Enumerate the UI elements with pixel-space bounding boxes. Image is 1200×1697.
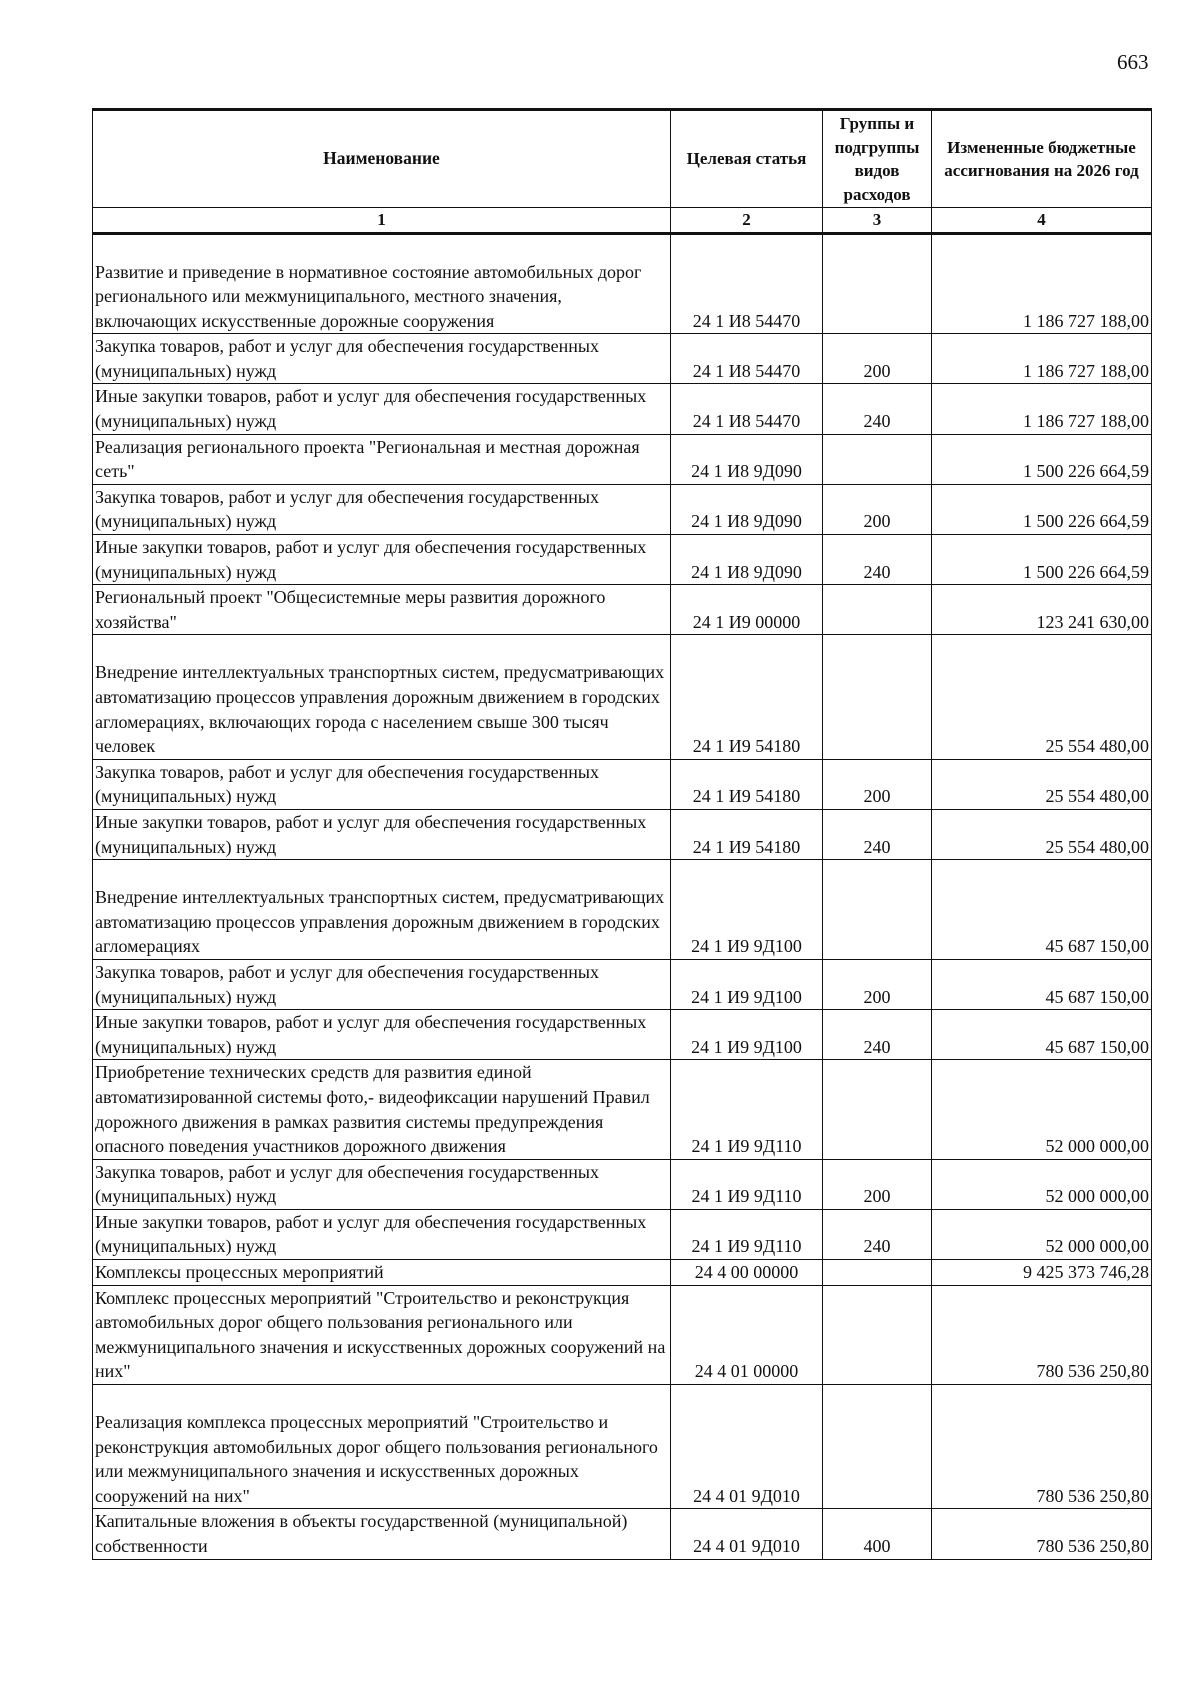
row-expense-group — [823, 635, 932, 759]
row-name: Комплекс процессных мероприятий "Строительство и реконструкция автомобильных дорог общего пользования регионального или межмуниципального значения и искусственных дорожных сооружений на них" — [93, 1285, 671, 1384]
row-expense-group: 240 — [823, 809, 932, 859]
row-name: Комплексы процессных мероприятий — [93, 1260, 671, 1286]
table-row — [93, 809, 1152, 859]
row-target-article: 24 1 И9 9Д110 — [671, 1060, 823, 1159]
row-expense-group — [823, 1385, 932, 1509]
row-expense-group: 200 — [823, 959, 932, 1009]
row-expense-group: 240 — [823, 1209, 932, 1259]
row-name: Иные закупки товаров, работ и услуг для обеспечения государственных (муниципальных) нужд — [93, 1209, 671, 1259]
row-amount: 780 536 250,80 — [932, 1509, 1152, 1559]
row-amount: 52 000 000,00 — [932, 1209, 1152, 1259]
page-number: 663 — [1117, 50, 1149, 74]
row-target-article: 24 1 И8 9Д090 — [671, 434, 823, 484]
table-row — [93, 1159, 1152, 1209]
table-header-row — [93, 110, 1152, 208]
row-expense-group: 240 — [823, 1010, 932, 1060]
row-name: Приобретение технических средств для развития единой автоматизированной системы фото,- видеофиксации нарушений Правил дорожного движения в рамках развития системы предупреждения опасного поведения участников дорожного движения — [93, 1060, 671, 1159]
row-name: Закупка товаров, работ и услуг для обеспечения государственных (муниципальных) нужд — [93, 334, 671, 384]
table-row — [93, 1260, 1152, 1286]
row-amount: 1 186 727 188,00 — [932, 334, 1152, 384]
row-amount: 1 186 727 188,00 — [932, 233, 1152, 334]
row-amount: 1 500 226 664,59 — [932, 535, 1152, 585]
row-expense-group: 400 — [823, 1509, 932, 1559]
row-expense-group: 240 — [823, 384, 932, 434]
table-row — [93, 585, 1152, 635]
table-row — [93, 1060, 1152, 1159]
row-name: Внедрение интеллектуальных транспортных систем, предусматривающих автоматизацию процессов управления дорожным движением в городских агломерациях, включающих города с населением свыше 300 тысяч человек — [93, 635, 671, 759]
row-target-article: 24 1 И8 9Д090 — [671, 535, 823, 585]
row-name: Иные закупки товаров, работ и услуг для обеспечения государственных (муниципальных) нужд — [93, 809, 671, 859]
row-expense-group: 200 — [823, 759, 932, 809]
row-amount: 25 554 480,00 — [932, 759, 1152, 809]
row-name: Закупка товаров, работ и услуг для обеспечения государственных (муниципальных) нужд — [93, 759, 671, 809]
row-target-article: 24 1 И8 54470 — [671, 334, 823, 384]
row-amount: 9 425 373 746,28 — [932, 1260, 1152, 1286]
table-row — [93, 1010, 1152, 1060]
table-row — [93, 434, 1152, 484]
row-target-article: 24 4 01 9Д010 — [671, 1385, 823, 1509]
row-target-article: 24 1 И8 54470 — [671, 384, 823, 434]
row-name: Иные закупки товаров, работ и услуг для обеспечения государственных (муниципальных) нужд — [93, 384, 671, 434]
row-amount: 1 186 727 188,00 — [932, 384, 1152, 434]
row-amount: 45 687 150,00 — [932, 1010, 1152, 1060]
column-number: 2 — [671, 208, 823, 234]
row-name: Развитие и приведение в нормативное состояние автомобильных дорог регионального или межмуниципального, местного значения, включающих искусственные дорожные сооружения — [93, 233, 671, 334]
row-target-article: 24 1 И9 9Д100 — [671, 860, 823, 960]
table-row — [93, 635, 1152, 759]
row-amount: 45 687 150,00 — [932, 959, 1152, 1009]
column-number: 4 — [932, 208, 1152, 234]
row-name: Закупка товаров, работ и услуг для обеспечения государственных (муниципальных) нужд — [93, 484, 671, 534]
row-expense-group — [823, 1060, 932, 1159]
row-amount: 25 554 480,00 — [932, 635, 1152, 759]
row-name: Реализация комплекса процессных мероприятий "Строительство и реконструкция автомобильных дорог общего пользования регионального или межмуниципального значения и искусственных дорожных сооружений на них" — [93, 1385, 671, 1509]
row-name: Реализация регионального проекта "Региональная и местная дорожная сеть" — [93, 434, 671, 484]
row-name: Иные закупки товаров, работ и услуг для обеспечения государственных (муниципальных) нужд — [93, 1010, 671, 1060]
row-target-article: 24 1 И9 9Д100 — [671, 1010, 823, 1060]
header-name: Наименование — [93, 110, 671, 208]
row-target-article: 24 1 И8 9Д090 — [671, 484, 823, 534]
table-row — [93, 959, 1152, 1009]
row-target-article: 24 1 И9 54180 — [671, 635, 823, 759]
budget-allocation-table — [92, 108, 1152, 1560]
row-expense-group — [823, 585, 932, 635]
row-amount: 123 241 630,00 — [932, 585, 1152, 635]
row-expense-group: 200 — [823, 1159, 932, 1209]
table-row — [93, 535, 1152, 585]
table-row — [93, 484, 1152, 534]
row-target-article: 24 1 И9 9Д110 — [671, 1209, 823, 1259]
column-number-row — [93, 208, 1152, 234]
table-row — [93, 334, 1152, 384]
row-target-article: 24 1 И9 54180 — [671, 759, 823, 809]
row-expense-group — [823, 233, 932, 334]
row-target-article: 24 1 И8 54470 — [671, 233, 823, 334]
table-row — [93, 1385, 1152, 1509]
table-row — [93, 1209, 1152, 1259]
row-amount: 1 500 226 664,59 — [932, 434, 1152, 484]
row-expense-group — [823, 1285, 932, 1384]
row-name: Закупка товаров, работ и услуг для обеспечения государственных (муниципальных) нужд — [93, 959, 671, 1009]
row-name: Закупка товаров, работ и услуг для обеспечения государственных (муниципальных) нужд — [93, 1159, 671, 1209]
row-name: Региональный проект "Общесистемные меры развития дорожного хозяйства" — [93, 585, 671, 635]
row-target-article: 24 4 01 9Д010 — [671, 1509, 823, 1559]
row-name: Иные закупки товаров, работ и услуг для обеспечения государственных (муниципальных) нужд — [93, 535, 671, 585]
header-expense-groups: Группы и подгруппы видов расходов — [823, 110, 932, 208]
row-expense-group — [823, 860, 932, 960]
row-target-article: 24 4 00 00000 — [671, 1260, 823, 1286]
table-row — [93, 384, 1152, 434]
row-expense-group: 200 — [823, 484, 932, 534]
row-amount: 52 000 000,00 — [932, 1159, 1152, 1209]
row-expense-group: 200 — [823, 334, 932, 384]
row-expense-group: 240 — [823, 535, 932, 585]
table-row — [93, 1509, 1152, 1559]
row-target-article: 24 4 01 00000 — [671, 1285, 823, 1384]
row-amount: 45 687 150,00 — [932, 860, 1152, 960]
row-amount: 1 500 226 664,59 — [932, 484, 1152, 534]
row-name: Внедрение интеллектуальных транспортных систем, предусматривающих автоматизацию процессов управления дорожным движением в городских агломерациях — [93, 860, 671, 960]
table-row — [93, 860, 1152, 960]
header-amount: Измененные бюджетные ассигнования на 2026 год — [932, 110, 1152, 208]
row-expense-group — [823, 1260, 932, 1286]
row-expense-group — [823, 434, 932, 484]
table-row — [93, 1285, 1152, 1384]
header-target-article: Целевая статья — [671, 110, 823, 208]
table-row — [93, 759, 1152, 809]
row-target-article: 24 1 И9 00000 — [671, 585, 823, 635]
row-target-article: 24 1 И9 54180 — [671, 809, 823, 859]
row-name: Капитальные вложения в объекты государственной (муниципальной) собственности — [93, 1509, 671, 1559]
row-amount: 780 536 250,80 — [932, 1285, 1152, 1384]
row-amount: 780 536 250,80 — [932, 1385, 1152, 1509]
row-amount: 25 554 480,00 — [932, 809, 1152, 859]
table-row — [93, 233, 1152, 334]
row-target-article: 24 1 И9 9Д100 — [671, 959, 823, 1009]
column-number: 1 — [93, 208, 671, 234]
row-target-article: 24 1 И9 9Д110 — [671, 1159, 823, 1209]
row-amount: 52 000 000,00 — [932, 1060, 1152, 1159]
column-number: 3 — [823, 208, 932, 234]
